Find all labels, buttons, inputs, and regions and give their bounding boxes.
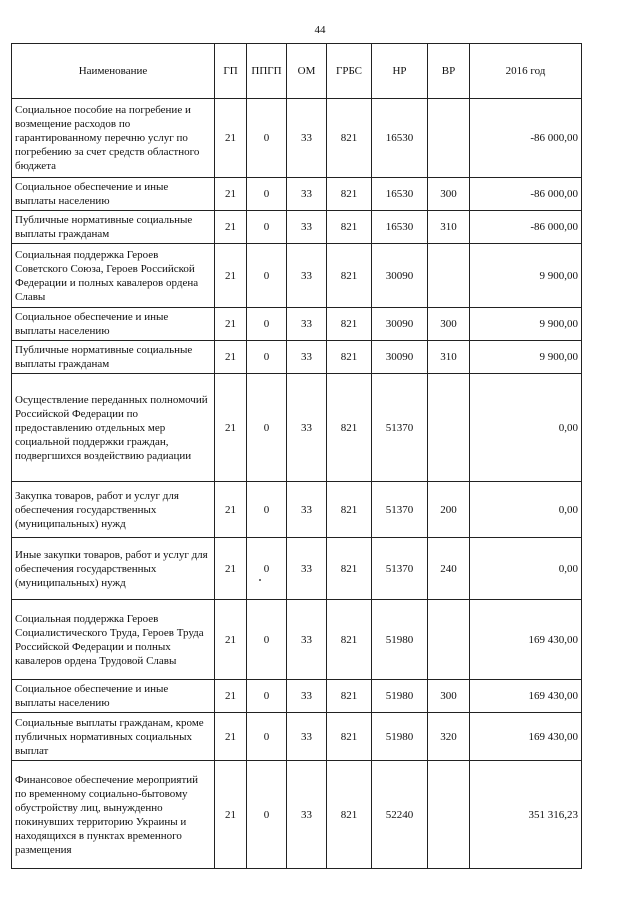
row-vr: 310 (428, 211, 470, 244)
table-row (12, 244, 582, 308)
header-vr: ВР (428, 44, 470, 99)
row-ppgp: 0 (247, 713, 287, 761)
row-name: Финансовое обеспечение мероприятий по временному социально-бытовому обустройству лиц, вынужденно покинувших территорию Украины и находящихся в пунктах временного размещения (12, 761, 215, 869)
row-om: 33 (287, 308, 327, 341)
row-nr: 52240 (372, 761, 428, 869)
row-amount: 9 900,00 (470, 341, 582, 374)
row-gp: 21 (215, 99, 247, 178)
row-name: Социальное пособие на погребение и возмещение расходов по гарантированному перечню услуг по погребению за счет средств областного бюджета (12, 99, 215, 178)
row-name: Закупка товаров, работ и услуг для обеспечения государственных (муниципальных) нужд (12, 482, 215, 538)
row-amount: 0,00 (470, 374, 582, 482)
row-name: Социальное обеспечение и иные выплаты населению (12, 680, 215, 713)
row-name: Публичные нормативные социальные выплаты гражданам (12, 341, 215, 374)
row-gp: 21 (215, 482, 247, 538)
row-om: 33 (287, 761, 327, 869)
row-ppgp: 0 (247, 482, 287, 538)
row-nr: 16530 (372, 178, 428, 211)
header-gp: ГП (215, 44, 247, 99)
row-om: 33 (287, 341, 327, 374)
row-ppgp: 0 (247, 680, 287, 713)
budget-table (11, 43, 582, 869)
row-ppgp: 0 (247, 538, 287, 600)
row-grbs: 821 (327, 713, 372, 761)
row-nr: 30090 (372, 308, 428, 341)
row-gp: 21 (215, 761, 247, 869)
row-grbs: 821 (327, 680, 372, 713)
row-name: Социальные выплаты гражданам, кроме публичных нормативных социальных выплат (12, 713, 215, 761)
header-ppgp: ППГП (247, 44, 287, 99)
row-amount: 351 316,23 (470, 761, 582, 869)
table-row (12, 713, 582, 761)
row-ppgp: 0 (247, 761, 287, 869)
table-row (12, 680, 582, 713)
scan-speck (259, 579, 261, 581)
row-gp: 21 (215, 600, 247, 680)
row-vr (428, 761, 470, 869)
row-name: Социальное обеспечение и иные выплаты населению (12, 178, 215, 211)
row-amount: 9 900,00 (470, 244, 582, 308)
row-grbs: 821 (327, 482, 372, 538)
row-vr (428, 244, 470, 308)
row-om: 33 (287, 600, 327, 680)
page-number: 44 (314, 24, 326, 36)
row-amount: -86 000,00 (470, 211, 582, 244)
table-header-row (12, 44, 582, 99)
row-vr (428, 600, 470, 680)
row-vr: 300 (428, 178, 470, 211)
row-gp: 21 (215, 178, 247, 211)
row-ppgp: 0 (247, 178, 287, 211)
table-row (12, 374, 582, 482)
row-gp: 21 (215, 374, 247, 482)
row-nr: 51370 (372, 538, 428, 600)
row-nr: 30090 (372, 341, 428, 374)
row-nr: 16530 (372, 211, 428, 244)
row-gp: 21 (215, 538, 247, 600)
row-gp: 21 (215, 308, 247, 341)
row-vr: 200 (428, 482, 470, 538)
row-name: Социальная поддержка Героев Советского Союза, Героев Российской Федерации и полных кавалеров ордена Славы (12, 244, 215, 308)
row-gp: 21 (215, 211, 247, 244)
row-vr: 300 (428, 308, 470, 341)
row-grbs: 821 (327, 244, 372, 308)
row-om: 33 (287, 482, 327, 538)
row-ppgp: 0 (247, 308, 287, 341)
header-nr: НР (372, 44, 428, 99)
row-ppgp: 0 (247, 244, 287, 308)
row-amount: -86 000,00 (470, 99, 582, 178)
row-amount: 169 430,00 (470, 680, 582, 713)
row-ppgp: 0 (247, 374, 287, 482)
table-row (12, 99, 582, 178)
row-grbs: 821 (327, 761, 372, 869)
row-om: 33 (287, 99, 327, 178)
row-amount: 0,00 (470, 482, 582, 538)
table-row (12, 761, 582, 869)
row-ppgp: 0 (247, 600, 287, 680)
row-nr: 30090 (372, 244, 428, 308)
row-grbs: 821 (327, 178, 372, 211)
row-nr: 51980 (372, 680, 428, 713)
header-grbs: ГРБС (327, 44, 372, 99)
row-nr: 51980 (372, 600, 428, 680)
row-grbs: 821 (327, 538, 372, 600)
row-amount: -86 000,00 (470, 178, 582, 211)
row-om: 33 (287, 178, 327, 211)
table-row (12, 178, 582, 211)
row-om: 33 (287, 713, 327, 761)
row-ppgp: 0 (247, 211, 287, 244)
row-vr: 320 (428, 713, 470, 761)
row-vr: 240 (428, 538, 470, 600)
row-amount: 9 900,00 (470, 308, 582, 341)
row-grbs: 821 (327, 99, 372, 178)
table-row (12, 482, 582, 538)
row-gp: 21 (215, 680, 247, 713)
row-om: 33 (287, 244, 327, 308)
row-grbs: 821 (327, 211, 372, 244)
row-nr: 51980 (372, 713, 428, 761)
row-grbs: 821 (327, 374, 372, 482)
row-om: 33 (287, 374, 327, 482)
table-row (12, 211, 582, 244)
table-row (12, 341, 582, 374)
row-name: Осуществление переданных полномочий Российской Федерации по предоставлению отдельных мер социальной поддержки граждан, подвергшихся воздействию радиации (12, 374, 215, 482)
row-name: Публичные нормативные социальные выплаты гражданам (12, 211, 215, 244)
row-name: Социальное обеспечение и иные выплаты населению (12, 308, 215, 341)
row-om: 33 (287, 211, 327, 244)
row-grbs: 821 (327, 308, 372, 341)
row-ppgp: 0 (247, 341, 287, 374)
row-amount: 169 430,00 (470, 713, 582, 761)
table-row (12, 308, 582, 341)
row-nr: 51370 (372, 374, 428, 482)
header-om: ОМ (287, 44, 327, 99)
row-gp: 21 (215, 341, 247, 374)
row-vr: 310 (428, 341, 470, 374)
row-ppgp: 0 (247, 99, 287, 178)
row-amount: 169 430,00 (470, 600, 582, 680)
row-grbs: 821 (327, 600, 372, 680)
row-name: Социальная поддержка Героев Социалистического Труда, Героев Труда Российской Федерации и полных кавалеров ордена Трудовой Славы (12, 600, 215, 680)
row-grbs: 821 (327, 341, 372, 374)
row-nr: 16530 (372, 99, 428, 178)
row-nr: 51370 (372, 482, 428, 538)
row-vr (428, 374, 470, 482)
table-row (12, 600, 582, 680)
header-year-2016: 2016 год (470, 44, 582, 99)
row-om: 33 (287, 538, 327, 600)
row-gp: 21 (215, 713, 247, 761)
row-om: 33 (287, 680, 327, 713)
row-amount: 0,00 (470, 538, 582, 600)
row-name: Иные закупки товаров, работ и услуг для обеспечения государственных (муниципальных) нужд (12, 538, 215, 600)
row-vr (428, 99, 470, 178)
table-row (12, 538, 582, 600)
header-name: Наименование (12, 44, 215, 99)
row-vr: 300 (428, 680, 470, 713)
row-gp: 21 (215, 244, 247, 308)
